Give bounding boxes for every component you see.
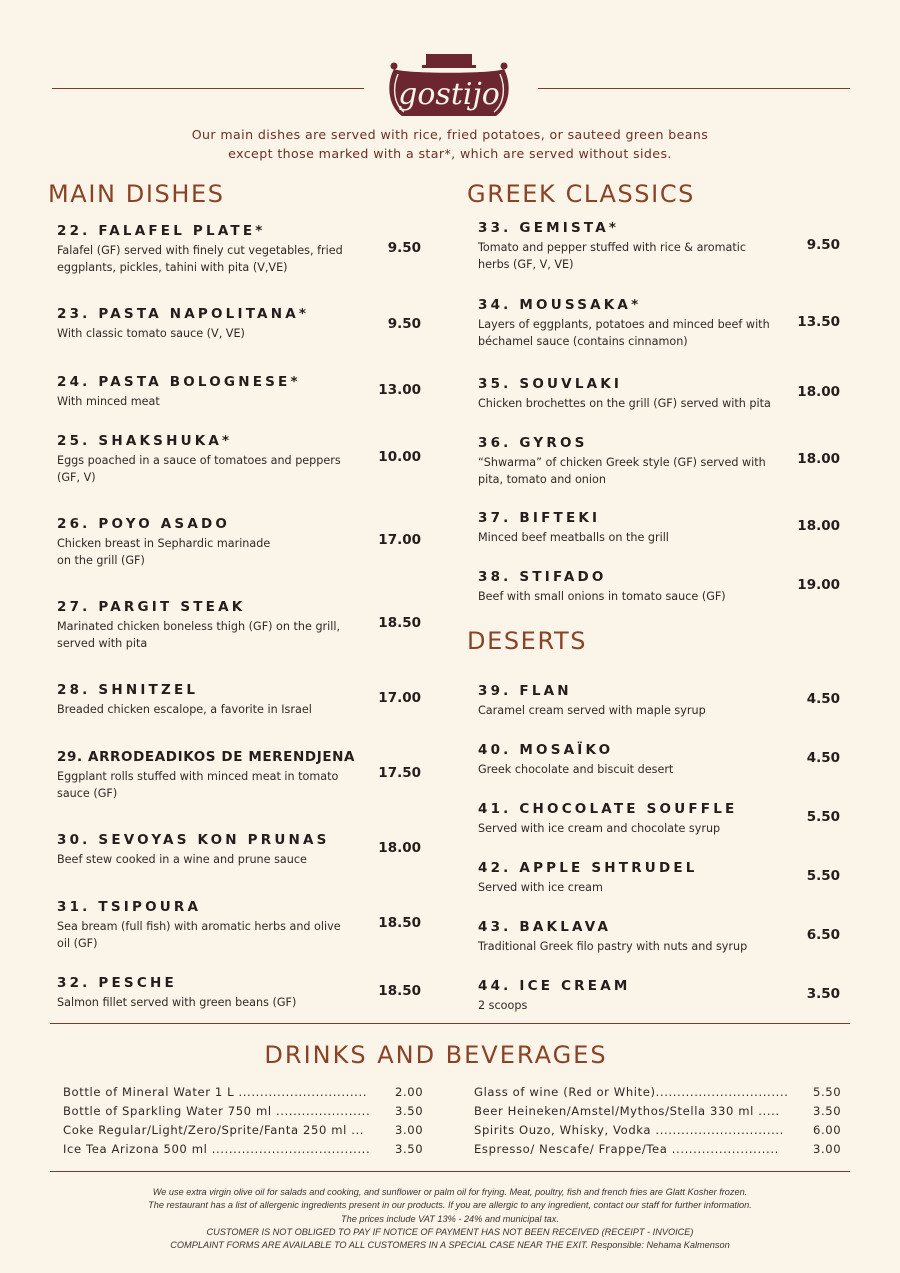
item-price: 18.50 (378, 983, 421, 999)
footer-line: The restaurant has a list of allergenic ingredients present in our products. If you are allergic to any ingredient, contact our staff for further information. (148, 1200, 752, 1211)
menu-item (478, 978, 848, 1014)
item-price: 18.00 (797, 384, 840, 400)
menu-item (57, 374, 427, 410)
item-price: 6.50 (806, 927, 840, 943)
item-price: 3.50 (806, 986, 840, 1002)
menu-item (57, 832, 427, 868)
drink-label: Bottle of Sparkling Water 750 ml ...................... (63, 1104, 371, 1118)
section-title-main-dishes: MAIN DISHES (48, 180, 225, 208)
item-price: 18.00 (797, 451, 840, 467)
item-description: 2 scoops (478, 999, 528, 1012)
item-name: 41. CHOCOLATE SOUFFLE (478, 801, 738, 817)
menu-item (57, 599, 427, 652)
item-name: 25. SHAKSHUKA* (57, 433, 233, 449)
drink-price: 2.00 (395, 1085, 424, 1099)
footer-line: We use extra virgin olive oil for salads and cooking, and sunflower or palm oil for frying. Meat, poultry, fish and french fries are Glatt Kosher frozen. (152, 1187, 748, 1197)
svg-text:gostijo: gostijo (398, 77, 500, 112)
drink-label: Ice Tea Arizona 500 ml ..................................... (63, 1142, 371, 1156)
item-price: 4.50 (806, 691, 840, 707)
item-description: With classic tomato sauce (V, VE) (57, 327, 245, 340)
item-description: Served with ice cream and chocolate syrup (478, 822, 721, 835)
item-description: Breaded chicken escalope, a favorite in Israel (57, 703, 312, 716)
item-name: 35. SOUVLAKI (478, 376, 623, 392)
item-name: 34. MOUSSAKA* (478, 297, 642, 313)
item-description: Caramel cream served with maple syrup (478, 704, 706, 717)
item-name: 37. BIFTEKI (478, 510, 601, 526)
drink-label: Spirits Ouzo, Whisky, Vodka .............................. (474, 1123, 784, 1137)
item-description: Chicken brochettes on the grill (GF) served with pita (478, 397, 771, 410)
drink-line (474, 1085, 842, 1099)
section-divider (50, 1023, 850, 1024)
footer-line: COMPLAINT FORMS ARE AVAILABLE TO ALL CUSTOMERS IN A SPECIAL CASE NEAR THE EXIT. Responsible: Nehama Kalmenson (170, 1240, 730, 1251)
item-description: Beef with small onions in tomato sauce (GF) (478, 590, 726, 603)
intro-line-1: Our main dishes are served with rice, fried potatoes, or sauteed green beans (191, 127, 709, 142)
section-title-greek-classics: GREEK CLASSICS (467, 180, 696, 208)
item-name: 29. ARRODEADIKOS DE MERENDJENA (57, 749, 356, 765)
menu-item (57, 223, 427, 276)
menu-item (478, 683, 848, 719)
intro-line-2: except those marked with a star*, which are served without sides. (228, 146, 672, 161)
item-description: Salmon fillet served with green beans (GF) (57, 996, 297, 1009)
item-price: 13.00 (378, 382, 421, 398)
item-name: 28. SHNITZEL (57, 682, 199, 698)
menu-item (478, 860, 848, 896)
drink-price: 3.50 (813, 1104, 842, 1118)
item-description: Falafel (GF) served with finely cut vegetables, fried eggplants, pickles, tahini with pita (V,VE) (57, 244, 343, 274)
drink-price: 3.50 (395, 1142, 424, 1156)
menu-item (478, 742, 848, 778)
menu-item (57, 516, 427, 569)
item-description: Beef stew cooked in a wine and prune sauce (57, 853, 307, 866)
logo-icon (384, 54, 514, 124)
drink-price: 3.00 (813, 1142, 842, 1156)
item-name: 40. MOSAÏKO (478, 742, 614, 758)
menu-item (478, 919, 848, 955)
drink-line (474, 1123, 842, 1137)
section-title-drinks: DRINKS AND BEVERAGES (264, 1041, 608, 1069)
section-title-deserts: DESERTS (467, 627, 588, 655)
item-price: 13.50 (797, 314, 840, 330)
item-name: 38. STIFADO (478, 569, 607, 585)
item-price: 9.50 (387, 240, 421, 256)
menu-item (478, 297, 848, 350)
footer-notes (0, 1186, 900, 1252)
item-description: “Shwarma” of chicken Greek style (GF) served with pita, tomato and onion (478, 456, 766, 486)
item-name: 33. GEMISTA* (478, 220, 620, 236)
item-price: 18.00 (797, 518, 840, 534)
gostijo-logo (384, 54, 514, 124)
item-price: 18.50 (378, 915, 421, 931)
menu-item (57, 682, 427, 718)
item-price: 4.50 (806, 750, 840, 766)
item-price: 5.50 (806, 809, 840, 825)
drink-line (63, 1142, 424, 1156)
item-price: 9.50 (806, 237, 840, 253)
item-price: 9.50 (387, 316, 421, 332)
item-description: With minced meat (57, 395, 160, 408)
footer-line: The prices include VAT 13% - 24% and municipal tax. (341, 1213, 559, 1224)
item-price: 17.00 (378, 532, 421, 548)
drink-price: 5.50 (813, 1085, 842, 1099)
item-price: 5.50 (806, 868, 840, 884)
menu-item (57, 749, 427, 802)
item-name: 23. PASTA NAPOLITANA* (57, 306, 310, 322)
item-name: 22. FALAFEL PLATE* (57, 223, 266, 239)
drink-label: Coke Regular/Light/Zero/Sprite/Fanta 250 ml ... (63, 1123, 365, 1137)
item-price: 18.50 (378, 615, 421, 631)
item-description: Sea bream (full fish) with aromatic herbs and olive oil (GF) (57, 920, 341, 950)
item-price: 18.00 (378, 840, 421, 856)
drink-line (474, 1142, 842, 1156)
header-rule-left (52, 88, 364, 89)
item-description: Chicken breast in Sephardic marinade on the grill (GF) (57, 537, 271, 567)
drink-label: Beer Heineken/Amstel/Mythos/Stella 330 ml ..... (474, 1104, 780, 1118)
drink-price: 3.50 (395, 1104, 424, 1118)
footer-divider (50, 1171, 850, 1172)
item-name: 42. APPLE SHTRUDEL (478, 860, 698, 876)
item-price: 17.50 (378, 765, 421, 781)
header-rule-right (538, 88, 850, 89)
menu-item (478, 220, 848, 273)
menu-item (478, 510, 848, 546)
item-name: 31. TSIPOURA (57, 899, 202, 915)
item-description: Eggplant rolls stuffed with minced meat in tomato sauce (GF) (57, 770, 339, 800)
item-price: 19.00 (797, 577, 840, 593)
drink-line (63, 1085, 424, 1099)
drink-line (63, 1104, 424, 1118)
menu-item (57, 899, 427, 952)
item-description: Served with ice cream (478, 881, 603, 894)
menu-item (57, 306, 427, 342)
item-description: Greek chocolate and biscuit desert (478, 763, 674, 776)
item-description: Eggs poached in a sauce of tomatoes and peppers (GF, V) (57, 454, 341, 484)
item-name: 39. FLAN (478, 683, 572, 699)
menu-item (478, 435, 848, 488)
drink-price: 3.00 (395, 1123, 424, 1137)
menu-item (57, 975, 427, 1011)
menu-item (57, 433, 427, 486)
item-description: Traditional Greek filo pastry with nuts and syrup (478, 940, 748, 953)
drink-label: Glass of wine (Red or White)............................... (474, 1085, 789, 1099)
item-name: 24. PASTA BOLOGNESE* (57, 374, 301, 390)
item-description: Tomato and pepper stuffed with rice & aromatic herbs (GF, V, VE) (478, 241, 747, 271)
item-price: 17.00 (378, 690, 421, 706)
menu-item (478, 801, 848, 837)
drink-label: Bottle of Mineral Water 1 L .............................. (63, 1085, 368, 1099)
item-description: Minced beef meatballs on the grill (478, 531, 669, 544)
item-name: 43. BAKLAVA (478, 919, 612, 935)
menu-item (478, 376, 848, 412)
footer-line: CUSTOMER IS NOT OBLIGED TO PAY IF NOTICE OF PAYMENT HAS NOT BEEN RECEIVED (RECEIPT - INVOICE) (206, 1226, 694, 1237)
menu-item (478, 569, 848, 605)
item-name: 44. ICE CREAM (478, 978, 631, 994)
item-name: 27. PARGIT STEAK (57, 599, 246, 615)
item-description: Layers of eggplants, potatoes and minced beef with béchamel sauce (contains cinnamon) (478, 318, 770, 348)
item-name: 30. SEVOYAS KON PRUNAS (57, 832, 330, 848)
item-name: 32. PESCHE (57, 975, 177, 991)
drink-line (63, 1123, 424, 1137)
item-name: 36. GYROS (478, 435, 588, 451)
drink-price: 6.00 (813, 1123, 842, 1137)
drink-label: Espresso/ Nescafe/ Frappe/Tea ......................... (474, 1142, 779, 1156)
item-description: Marinated chicken boneless thigh (GF) on the grill, served with pita (57, 620, 341, 650)
drink-line (474, 1104, 842, 1118)
item-name: 26. POYO ASADO (57, 516, 231, 532)
item-price: 10.00 (378, 449, 421, 465)
